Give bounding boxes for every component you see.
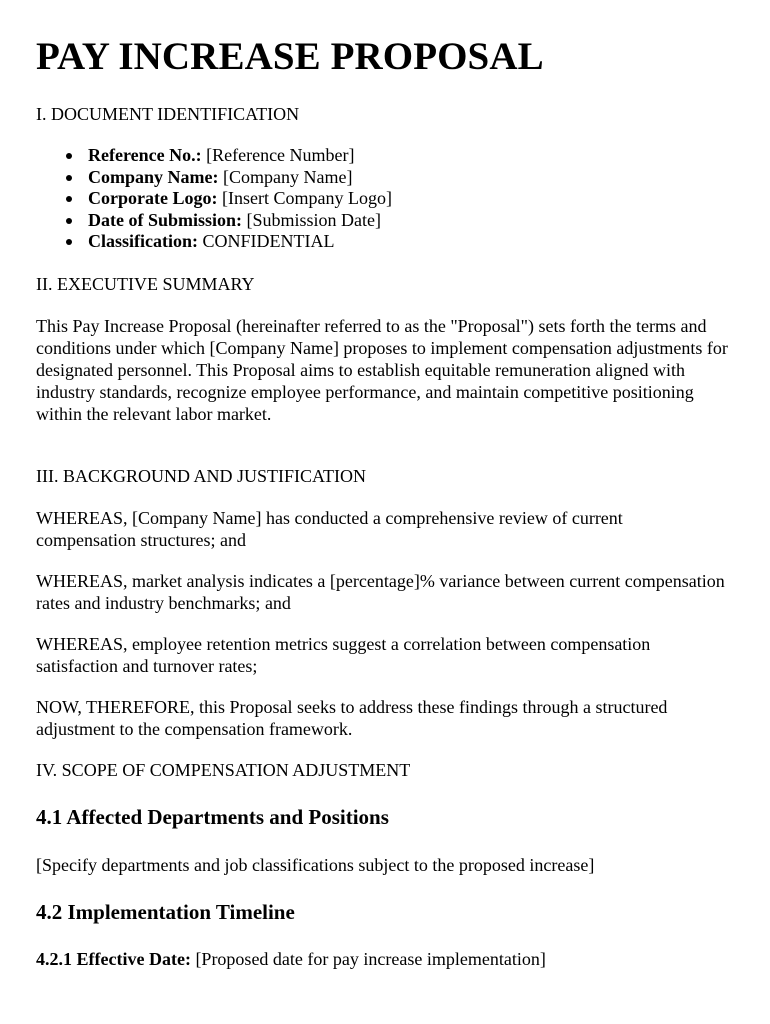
subsection-heading-implementation-timeline: 4.2 Implementation Timeline: [36, 900, 295, 924]
whereas-paragraph-2: WHEREAS, market analysis indicates a [percentage]% variance between current compensation rates and industry benchmarks; and: [36, 571, 725, 613]
effective-date-item: [36, 948, 736, 970]
list-item-company-name: [36, 167, 392, 189]
whereas-paragraph-3: WHEREAS, employee retention metrics suggest a correlation between compensation satisfaction and turnover rates;: [36, 634, 651, 676]
therefore-paragraph: NOW, THEREFORE, this Proposal seeks to address these findings through a structured adjustment to the compensation framework.: [36, 697, 668, 739]
list-item-corporate-logo: [36, 188, 392, 210]
whereas-paragraph-1: WHEREAS, [Company Name] has conducted a comprehensive review of current compensation structures; and: [36, 508, 623, 550]
subsection-heading-affected-departments: 4.1 Affected Departments and Positions: [36, 805, 389, 829]
effective-date-value: [Proposed date for pay increase implementation]: [195, 949, 546, 969]
item-label: Corporate Logo:: [88, 188, 218, 209]
item-label: Company Name:: [88, 166, 219, 187]
item-value: [Submission Date]: [246, 209, 382, 230]
item-value: CONFIDENTIAL: [202, 231, 335, 252]
list-item-classification: [36, 231, 392, 253]
affected-departments-text: [Specify departments and job classifications subject to the proposed increase]: [36, 855, 595, 875]
item-label: Classification:: [88, 231, 198, 252]
list-item-reference: [36, 145, 392, 167]
executive-summary-paragraph: This Pay Increase Proposal (hereinafter referred to as the "Proposal") sets forth the terms and conditions under which [Company Name] proposes to implement compensation adjustments for designated personnel. This Proposal aims to establish equitable remuneration aligned with industry standards, recognize employee performance, and maintain competitive positioning within the relevant labor market.: [36, 316, 728, 424]
list-item-date-of-submission: [36, 210, 392, 232]
item-value: [Company Name]: [223, 166, 353, 187]
section-heading-background: III. BACKGROUND AND JUSTIFICATION: [36, 466, 367, 486]
document-title: PAY INCREASE PROPOSAL: [36, 35, 544, 78]
item-value: [Reference Number]: [206, 145, 355, 165]
section-heading-executive-summary: II. EXECUTIVE SUMMARY: [36, 274, 255, 294]
item-value: [Insert Company Logo]: [221, 188, 392, 209]
item-label: Reference No.:: [88, 145, 202, 165]
item-label: Date of Submission:: [88, 209, 243, 230]
section-heading-identification: I. DOCUMENT IDENTIFICATION: [36, 104, 300, 124]
identification-list: [36, 145, 392, 253]
effective-date-label: 4.2.1 Effective Date:: [36, 949, 191, 969]
section-heading-scope: IV. SCOPE OF COMPENSATION ADJUSTMENT: [36, 760, 411, 780]
